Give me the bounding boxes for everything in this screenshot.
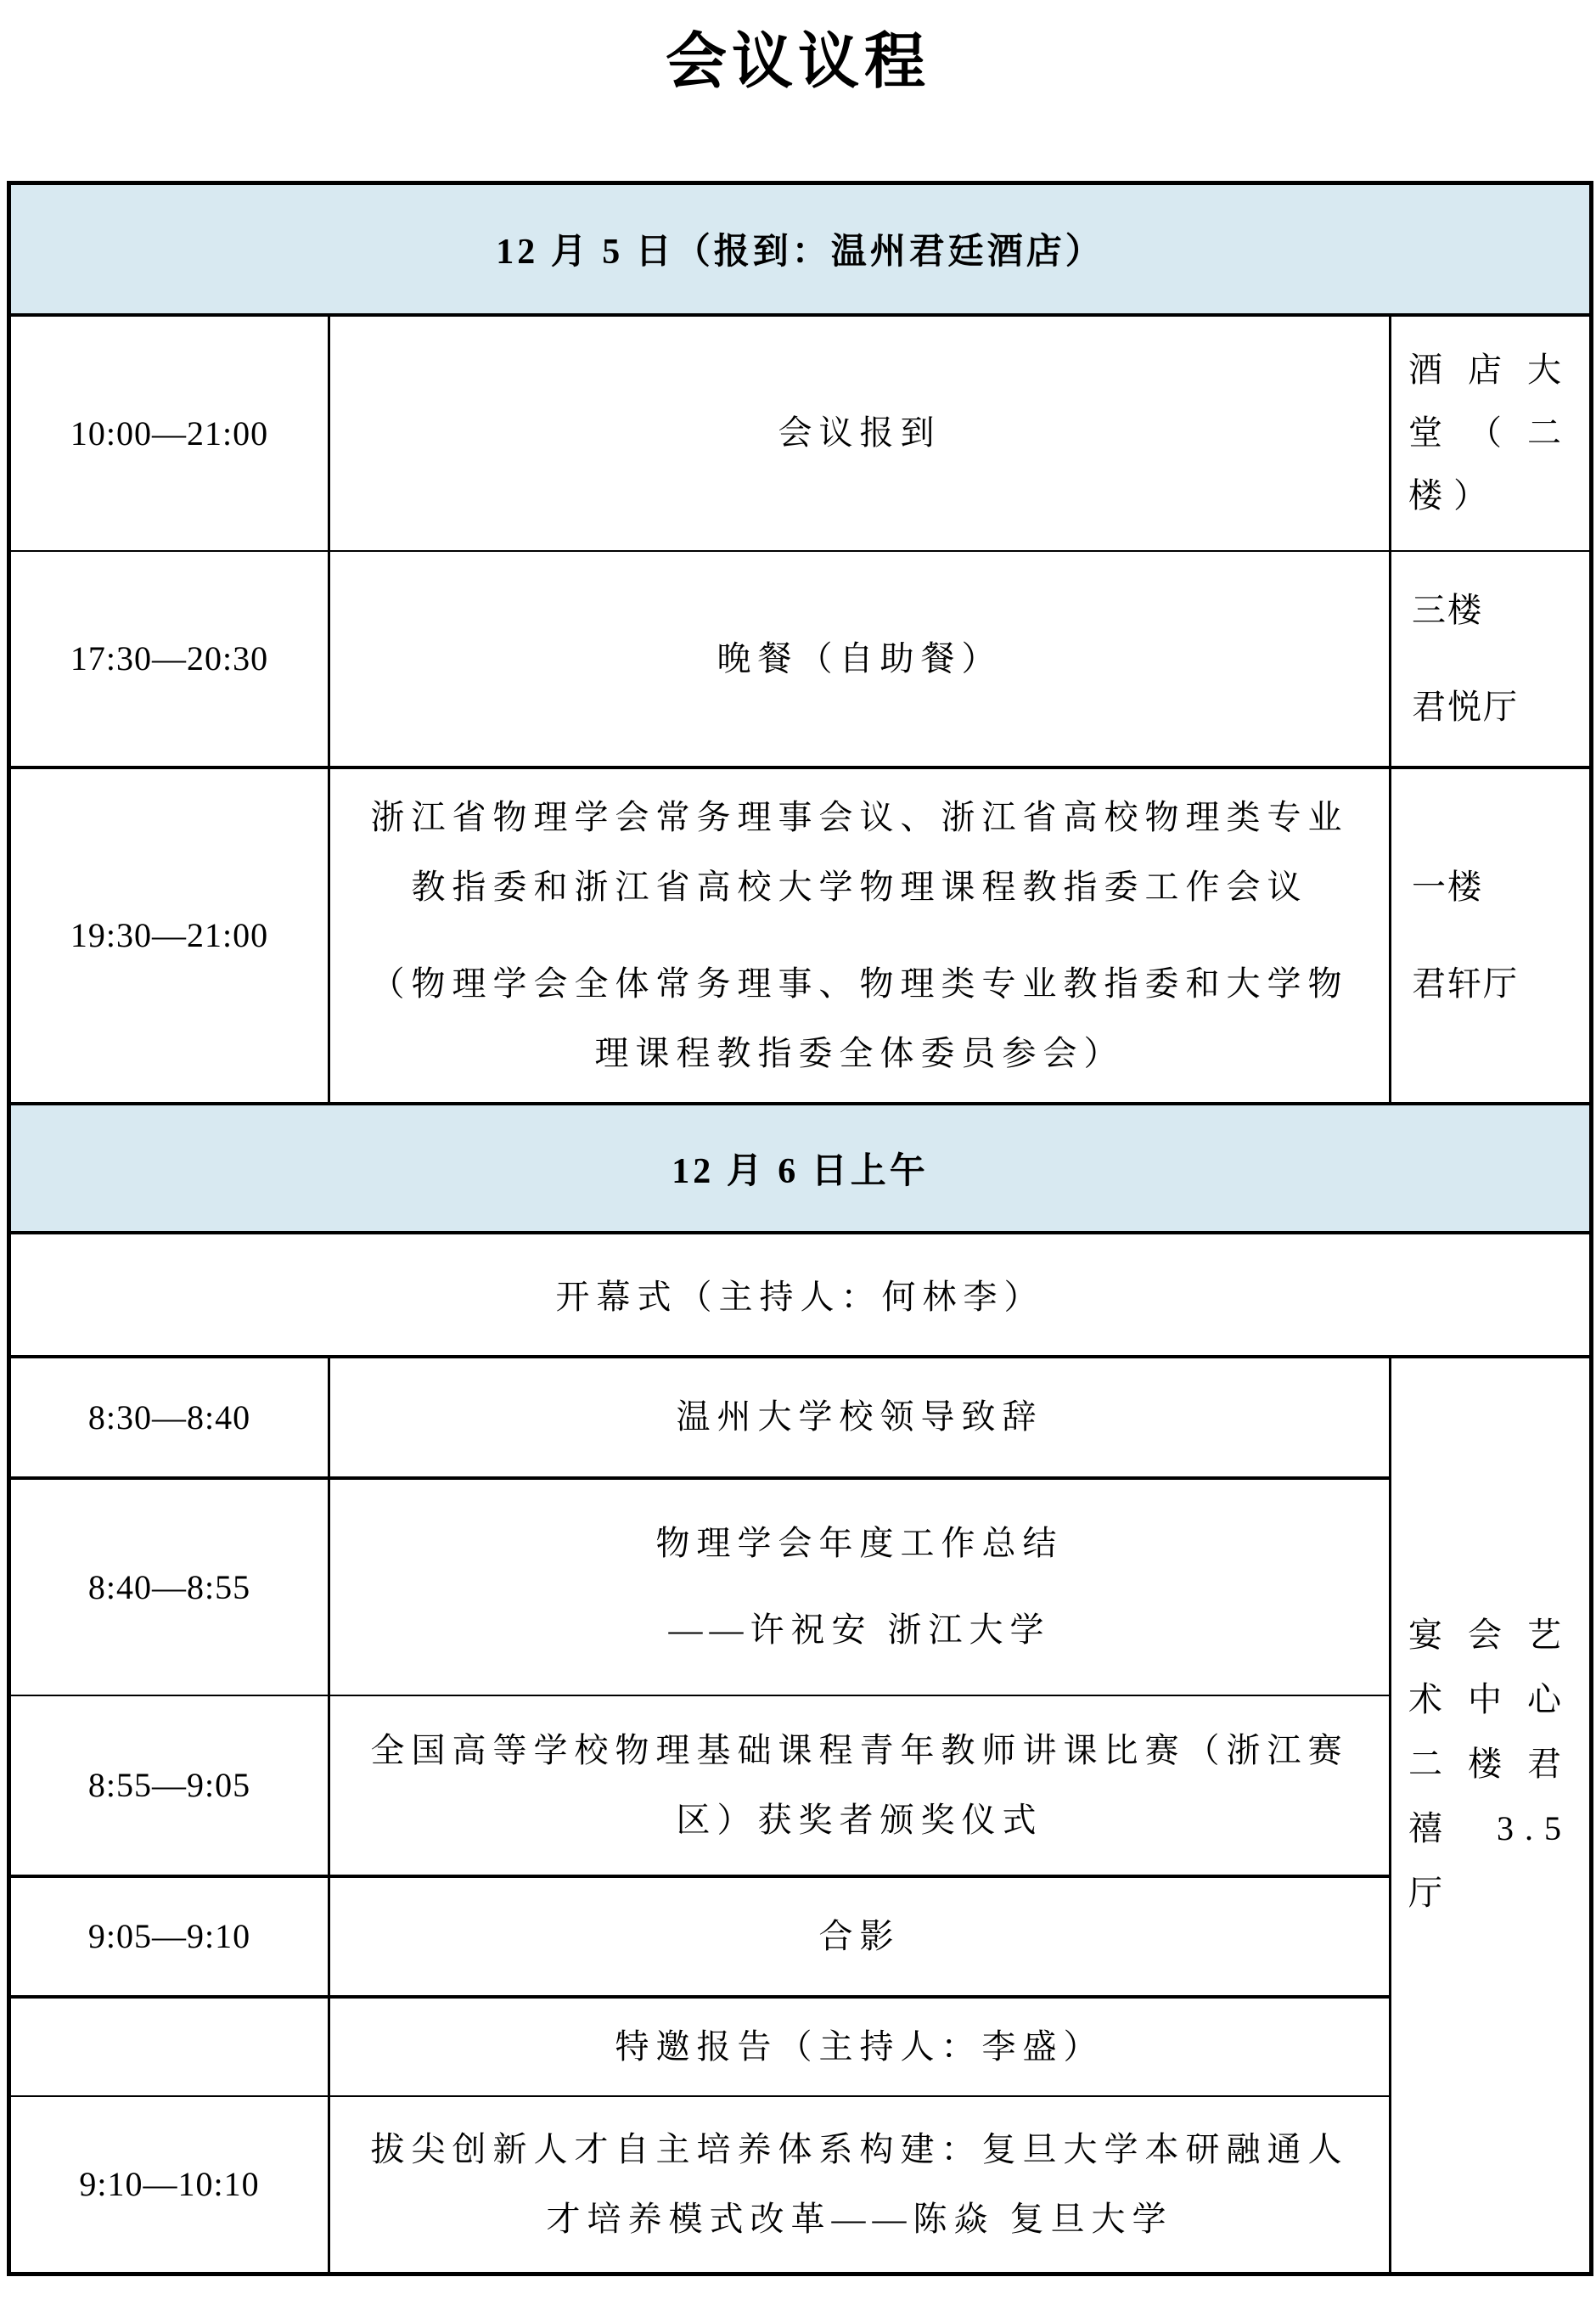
event-line: 物理学会年度工作总结 [655, 1524, 1064, 1562]
page-title: 会议议程 [665, 28, 930, 96]
row-registration [9, 315, 1592, 551]
event-line: ——许祝安 浙江大学 [668, 1611, 1051, 1649]
location-line: 君悦厅 [1412, 687, 1519, 726]
location-cell [1391, 551, 1592, 767]
event-cell: 温州大学校领导致辞 [329, 1357, 1391, 1478]
agenda-table [7, 181, 1593, 2276]
opening-title-cell: 开幕式（主持人：何林李） [9, 1233, 1592, 1357]
event-cell: 合影 [329, 1876, 1391, 1997]
location-line: 一楼 [1412, 867, 1483, 906]
location-cell: 酒店大堂（二楼） [1391, 315, 1592, 551]
date-header-day1 [9, 183, 1592, 315]
time-cell: 9:05—9:10 [9, 1876, 329, 1997]
invited-title-cell: 特邀报告（主持人：李盛） [329, 1997, 1391, 2096]
time-cell: 17:30—20:30 [9, 551, 329, 767]
time-cell: 19:30—21:00 [9, 767, 329, 1104]
location-line: 三楼 [1412, 590, 1483, 629]
row-annual-summary [9, 1478, 1592, 1695]
row-leader-speech [9, 1357, 1592, 1478]
row-invited-report [9, 2096, 1592, 2274]
row-group-photo [9, 1876, 1592, 1997]
date-header-day2 [9, 1104, 1592, 1233]
event-paragraph: 浙江省物理学会常务理事会议、浙江省高校物理类专业教指委和浙江省高校大学物理课程教指委工作会议 [370, 797, 1349, 906]
time-cell: 10:00—21:00 [9, 315, 329, 551]
venue-merged-cell: 宴会艺术中心二楼君禧3.5厅 [1391, 1357, 1592, 2274]
event-cell: 会议报到 [329, 315, 1391, 551]
time-cell: 8:30—8:40 [9, 1357, 329, 1478]
day1-header-cell: 12 月 5 日（报到：温州君廷酒店） [9, 183, 1592, 315]
row-invited-report-header [9, 1997, 1592, 2096]
row-council-meeting [9, 767, 1592, 1104]
time-cell: 8:40—8:55 [9, 1478, 329, 1695]
row-award-ceremony [9, 1695, 1592, 1876]
location-cell [1391, 767, 1592, 1104]
event-cell: 拔尖创新人才自主培养体系构建：复旦大学本研融通人才培养模式改革——陈焱 复旦大学 [329, 2096, 1391, 2274]
event-cell [329, 767, 1391, 1104]
time-cell: 8:55—9:05 [9, 1695, 329, 1876]
event-cell [329, 1478, 1391, 1695]
time-cell: 9:10—10:10 [9, 2096, 329, 2274]
location-line: 君轩厅 [1412, 964, 1519, 1003]
row-opening-ceremony [9, 1233, 1592, 1357]
day2-header-cell: 12 月 6 日上午 [9, 1104, 1592, 1233]
time-cell-empty [9, 1997, 329, 2096]
event-cell: 全国高等学校物理基础课程青年教师讲课比赛（浙江赛区）获奖者颁奖仪式 [329, 1695, 1391, 1876]
event-cell: 晚餐（自助餐） [329, 551, 1391, 767]
event-paragraph: （物理学会全体常务理事、物理类专业教指委和大学物理课程教指委全体委员参会） [370, 964, 1349, 1072]
row-dinner [9, 551, 1592, 767]
